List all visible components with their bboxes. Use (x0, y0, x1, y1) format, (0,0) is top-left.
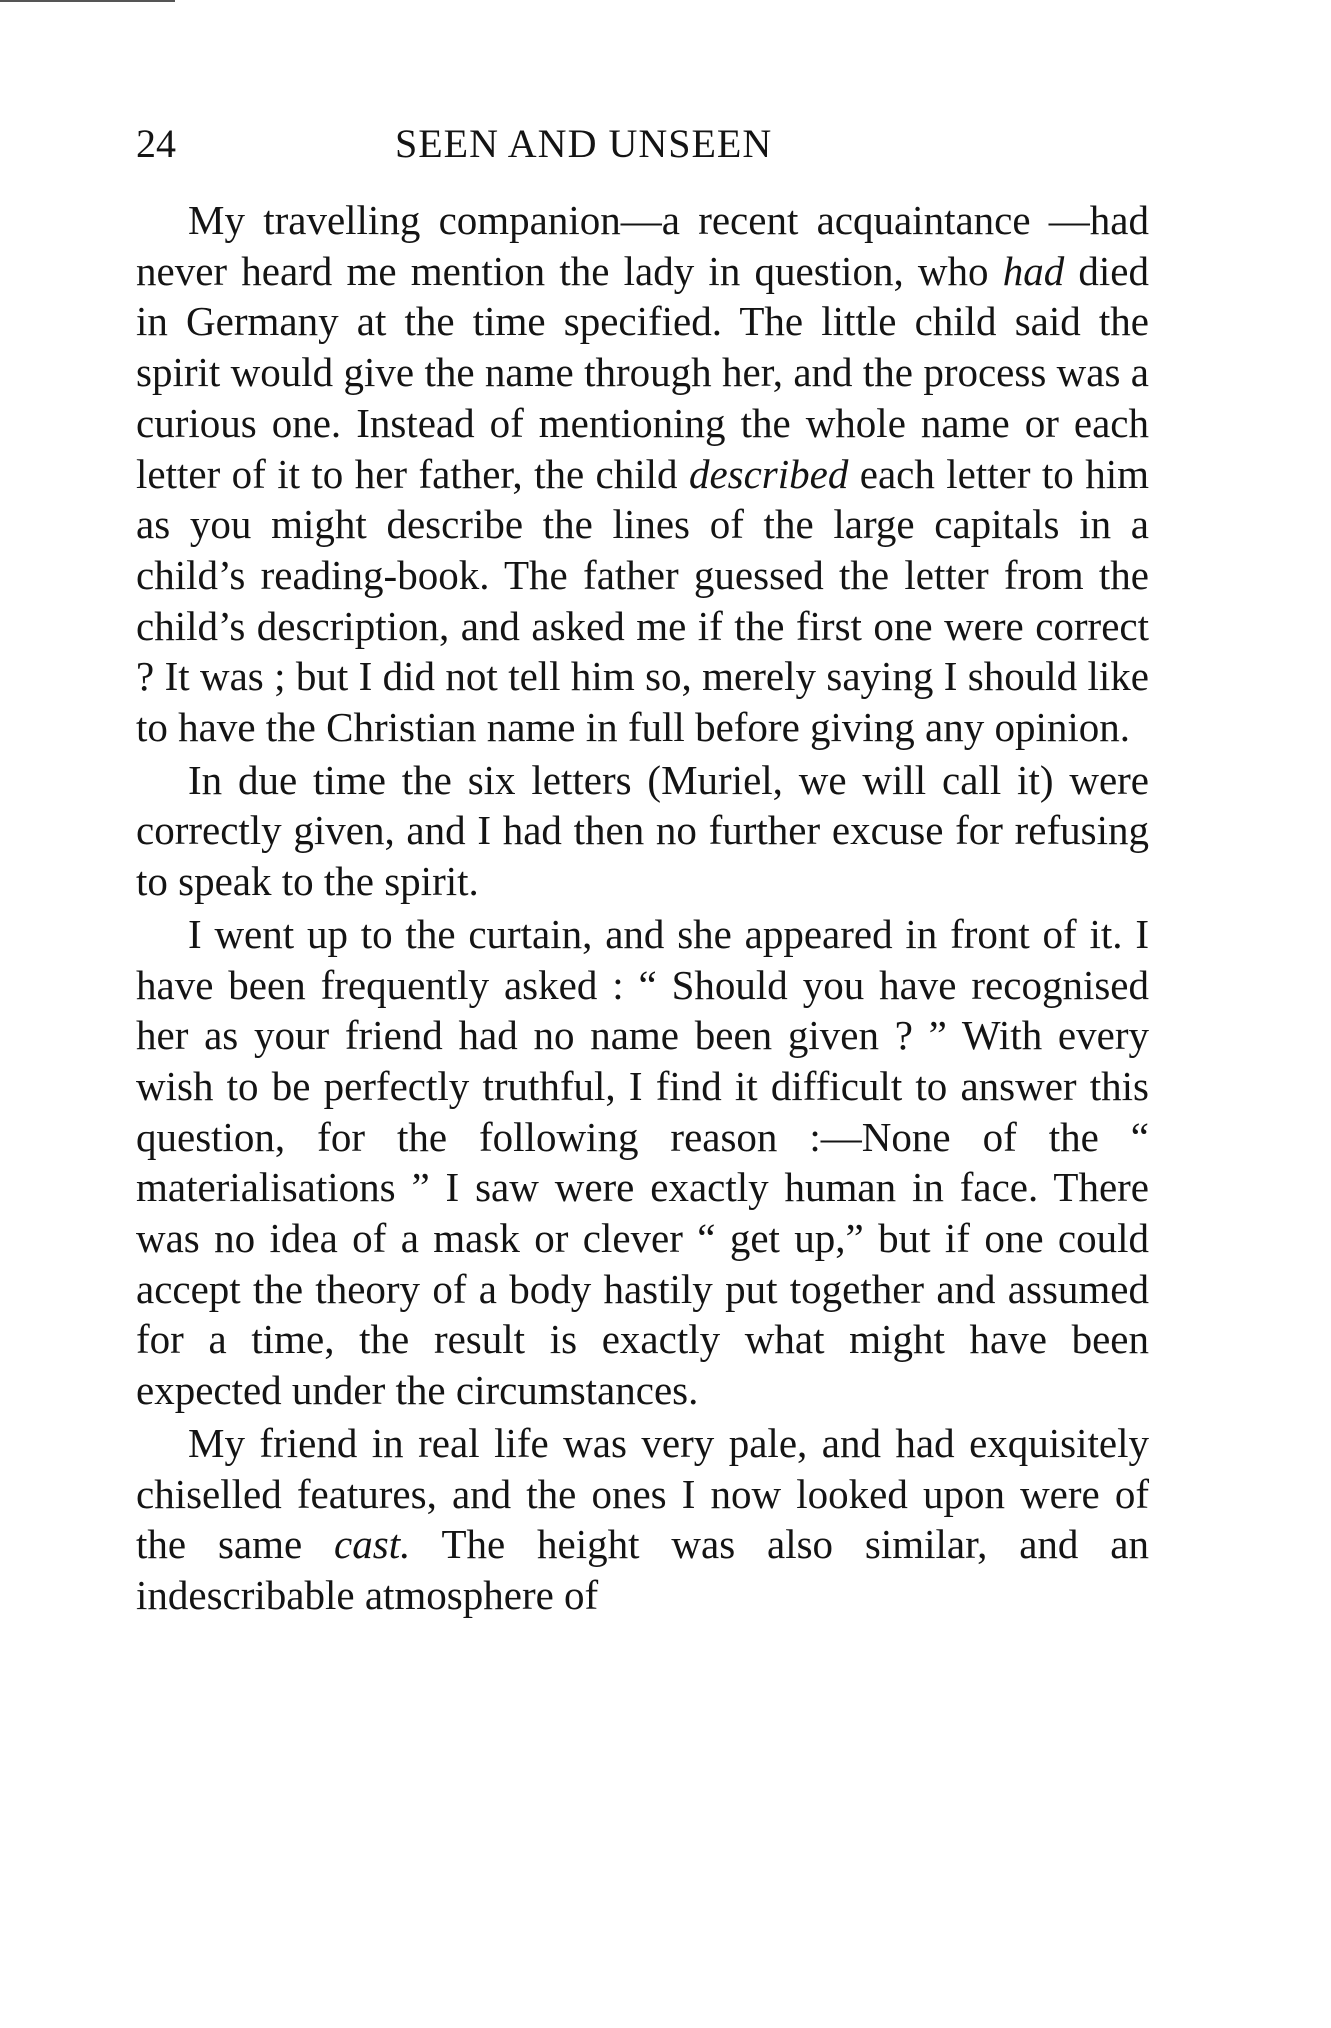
scan-edge-line (0, 0, 175, 2)
running-head (136, 120, 1156, 172)
paragraph-text: The height was also similar, and an indescribable atmosphere of (136, 1521, 1149, 1618)
body-text (136, 195, 1149, 1621)
paragraph (136, 755, 1149, 907)
paragraph-text: My travelling companion—a recent acquaintance —had never heard me mention the lady in question, who (136, 197, 1149, 294)
italic-text: had (1002, 247, 1065, 294)
page-number: 24 (136, 121, 176, 166)
italic-text: cast. (334, 1521, 411, 1568)
paragraph (136, 1418, 1149, 1621)
paragraph-text: My friend in real life was very pale, and had exquisitely chiselled features, and the ones I now looked upon were of the same (136, 1419, 1149, 1568)
italic-text: described (688, 450, 849, 497)
paragraph-text: died in Germany at the time specified. The little child said the spirit would give the name through her, and the process was a curious one. Instead of mentioning the whole name or each letter of it to her father, the child (136, 247, 1150, 497)
paragraph-text: In due time the six letters (Muriel, we will call it) were correctly given, and I had then no further excuse for refusing to speak to the spirit. (136, 756, 1149, 905)
paragraph-text: each letter to him as you might describe the lines of the large capitals in a child’s reading-book. The father guessed the letter from the child’s description, and asked me if the first one were correct ? It was ; but I did not tell him so, merely saying I should like to have the Christian name in full before giving any opinion. (136, 450, 1149, 751)
paragraph (136, 195, 1149, 753)
running-title: SEEN AND UNSEEN (395, 121, 773, 166)
paragraph (136, 909, 1149, 1416)
paragraph-text: I went up to the curtain, and she appeared in front of it. I have been frequently asked : “ Should you have recognised her as your friend had no name been given ? ” With every wish to be perfectly truthful, I find it difficult to answer this question, for the following reason :—None of the “ materialisations ” I saw were exactly human in face. There was no idea of a mask or clever “ get up,” but if one could accept the theory of a body hastily put together and assumed for a time, the result is exactly what might have been expected under the circumstances. (136, 910, 1149, 1414)
